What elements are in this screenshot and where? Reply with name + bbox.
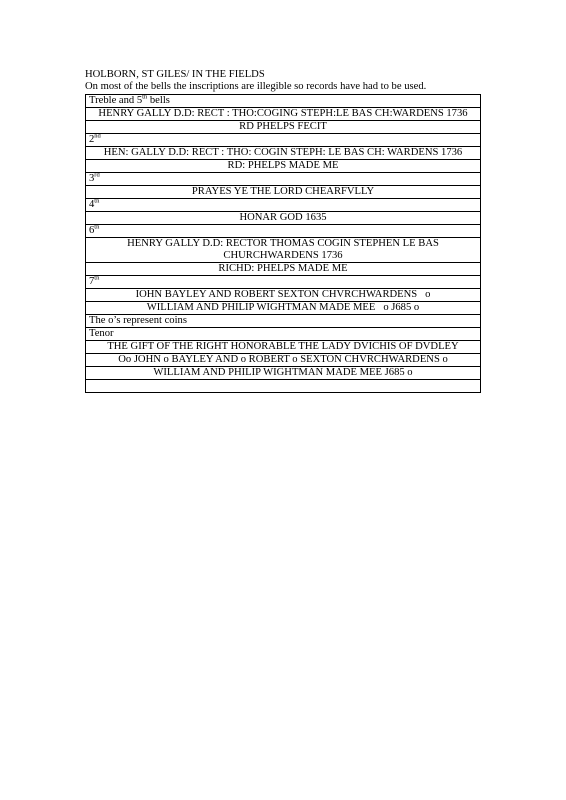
table-row (86, 276, 481, 289)
page-title: HOLBORN, ST GILES/ IN THE FIELDS (85, 69, 265, 80)
table-row (86, 238, 481, 263)
bell-label: 3rd (86, 173, 481, 186)
table-row (86, 121, 481, 134)
table-row (86, 380, 481, 393)
table-row (86, 341, 481, 354)
table-row (86, 263, 481, 276)
table-row (86, 367, 481, 380)
inscription-cell: THE GIFT OF THE RIGHT HONORABLE THE LADY DVICHIS OF DVDLEY (86, 341, 481, 354)
note-cell: The o’s represent coins (86, 315, 481, 328)
inscription-cell: HEN: GALLY D.D: RECT : THO: COGIN STEPH: LE BAS CH: WARDENS 1736 (86, 147, 481, 160)
table-row (86, 108, 481, 121)
table-row (86, 315, 481, 328)
table-row (86, 199, 481, 212)
inscription-cell: WILLIAM AND PHILIP WIGHTMAN MADE MEE J685 o (86, 367, 481, 380)
inscription-cell: HENRY GALLY D.D: RECT : THO:COGING STEPH:LE BAS CH:WARDENS 1736 (86, 108, 481, 121)
bell-label: Tenor (86, 328, 481, 341)
table-row (86, 212, 481, 225)
inscription-cell: IOHN BAYLEY AND ROBERT SEXTON CHVRCHWARDENS o (86, 289, 481, 302)
table-row (86, 302, 481, 315)
table-row (86, 173, 481, 186)
bell-label: 4th (86, 199, 481, 212)
table-row (86, 160, 481, 173)
inscription-cell: Oo JOHN o BAYLEY AND o ROBERT o SEXTON CHVRCHWARDENS o (86, 354, 481, 367)
inscription-cell: WILLIAM AND PHILIP WIGHTMAN MADE MEE o J685 o (86, 302, 481, 315)
table-row (86, 225, 481, 238)
bell-label: 7th (86, 276, 481, 289)
inscription-cell: RICHD: PHELPS MADE ME (86, 263, 481, 276)
inscription-cell: RD: PHELPS MADE ME (86, 160, 481, 173)
bell-inscriptions-table (85, 94, 481, 393)
bell-label: 2nd (86, 134, 481, 147)
bell-label: Treble and 5th bells (86, 95, 481, 108)
inscription-cell: RD PHELPS FECIT (86, 121, 481, 134)
bell-label: 6th (86, 225, 481, 238)
table-row (86, 354, 481, 367)
table-row (86, 289, 481, 302)
inscription-cell: HENRY GALLY D.D: RECTOR THOMAS COGIN STEPHEN LE BAS CHURCHWARDENS 1736 (86, 238, 481, 263)
table-row (86, 186, 481, 199)
inscription-cell: PRAYES YE THE LORD CHEARFVLLY (86, 186, 481, 199)
table-row (86, 95, 481, 108)
table-row (86, 134, 481, 147)
empty-cell (86, 380, 481, 393)
page-subtitle: On most of the bells the inscriptions are illegible so records have had to be used. (85, 81, 427, 92)
inscription-cell: HONAR GOD 1635 (86, 212, 481, 225)
table-row (86, 328, 481, 341)
table-row (86, 147, 481, 160)
